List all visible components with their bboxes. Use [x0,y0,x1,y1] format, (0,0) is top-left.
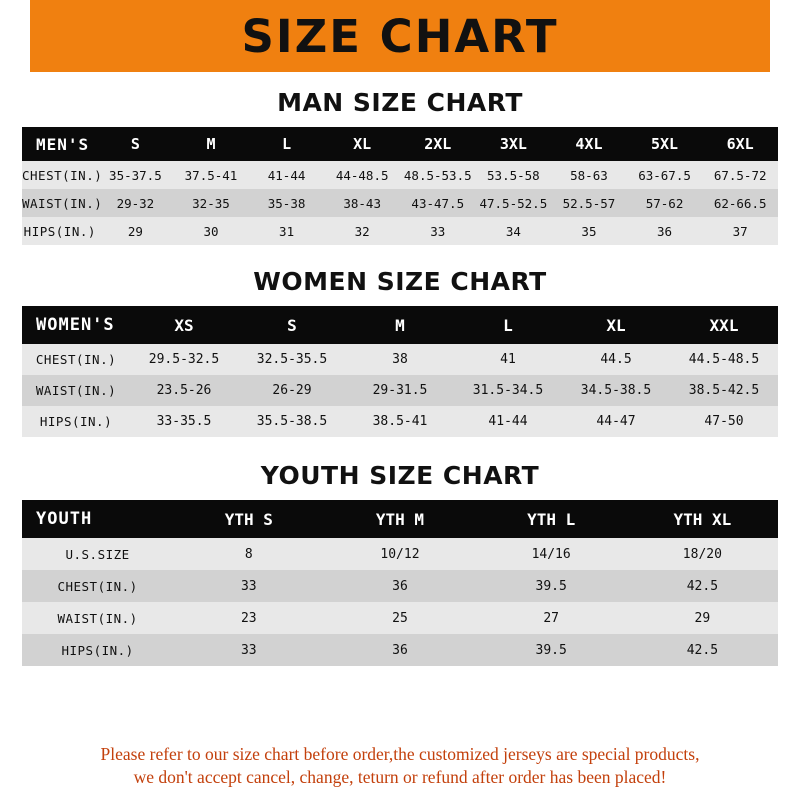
column-header: M [173,127,249,161]
table-header-row [22,500,778,538]
cell: 35-37.5 [109,167,162,183]
column-header: XS [130,306,238,344]
column-header: 4XL [551,127,627,161]
cell: 38.5-42.5 [688,383,760,398]
cell: 29 [127,223,143,239]
cell: 53.5-58 [487,167,540,183]
row-label: HIPS(IN.) [23,223,96,239]
column-header: 2XL [400,127,476,161]
cell: 33 [240,642,257,658]
cell: 29-32 [116,195,155,211]
cell: 44.5-48.5 [688,352,760,367]
cell: 27 [543,610,559,626]
table-row [22,602,778,634]
cell: 25 [392,610,408,626]
cell: 23 [240,610,257,626]
cell: 47.5-52.5 [479,195,548,211]
cell: 62-66.5 [713,195,767,211]
cell: 31.5-34.5 [472,383,544,398]
cell: 39.5 [535,578,567,594]
cell: 41 [500,352,516,367]
cell: 30 [203,223,219,239]
cell: 8 [244,546,253,562]
footer-note-line-1: Please refer to our size chart before order,the customized jerseys are special products, [100,743,700,764]
cell: 10/12 [380,546,420,562]
page-title: SIZE CHART [215,14,584,59]
cell: 57-62 [645,195,684,211]
table-youth-head [22,500,778,538]
cell: 32.5-35.5 [256,352,328,367]
table-man-body [22,161,778,245]
column-header: 6XL [702,127,778,161]
charts-container [0,72,800,729]
column-header: S [238,306,346,344]
cell: 44-48.5 [335,167,389,183]
page-banner [0,0,800,72]
cell: 29 [694,610,711,626]
cell: 44-47 [596,414,636,429]
table-women-body [22,344,778,437]
column-header: YTH L [476,500,627,538]
cell: 34 [505,223,521,239]
cell: 58-63 [570,167,608,183]
table-row [22,406,778,437]
table-youth [22,500,778,666]
cell: 26-29 [272,383,312,398]
section-man [22,88,778,245]
table-row [22,217,778,245]
table-header-row [22,306,778,344]
cell: 33-35.5 [156,414,212,429]
row-label: WAIST(IN.) [57,610,138,626]
footer-note [0,729,800,800]
column-header: XL [562,306,670,344]
table-corner-label: YOUTH [22,500,173,538]
cell: 43-47.5 [411,195,465,211]
section-title-youth: YOUTH SIZE CHART [260,461,540,490]
cell: 14/16 [531,546,571,562]
cell: 38-43 [343,195,381,211]
cell: 37.5-41 [184,167,238,183]
table-row [22,375,778,406]
cell: 32 [354,223,370,239]
cell: 42.5 [686,578,719,594]
table-corner-label: WOMEN'S [22,306,130,344]
column-header: 5XL [627,127,703,161]
cell: 52.5-57 [562,195,616,211]
table-row [22,344,778,375]
column-header: YTH S [173,500,324,538]
cell: 33 [430,223,446,239]
cell: 31 [279,223,295,239]
row-label: WAIST(IN.) [22,195,103,211]
cell: 39.5 [535,642,567,658]
cell: 23.5-26 [156,383,212,398]
section-women [22,267,778,437]
cell: 44.5 [600,352,632,367]
column-header: YTH XL [627,500,778,538]
cell: 41-44 [267,167,306,183]
table-corner-label: MEN'S [22,127,98,161]
table-row [22,161,778,189]
table-youth-body [22,538,778,666]
cell: 48.5-53.5 [403,167,472,183]
footer-note-line-2: we don't accept cancel, change, teturn or refund after order has been placed! [133,767,667,788]
cell: 63-67.5 [638,167,691,183]
cell: 67.5-72 [713,167,767,183]
banner-left-spacer [0,0,30,72]
row-label: HIPS(IN.) [39,414,113,429]
table-women-head [22,306,778,344]
table-row [22,570,778,602]
cell: 35-38 [267,195,306,211]
table-women [22,306,778,437]
banner-right-spacer [770,0,800,72]
row-label: CHEST(IN.) [35,352,117,367]
table-man-head [22,127,778,161]
column-header: L [249,127,325,161]
row-label: CHEST(IN.) [22,167,103,183]
table-header-row [22,127,778,161]
cell: 42.5 [686,642,719,658]
section-title-man: MAN SIZE CHART [277,88,523,117]
cell: 37 [732,223,748,239]
column-header: L [454,306,562,344]
column-header: 3XL [476,127,552,161]
row-label: U.S.SIZE [65,546,130,562]
cell: 18/20 [682,546,722,562]
cell: 33 [240,578,257,594]
cell: 36 [657,223,673,239]
column-header: M [346,306,454,344]
table-man [22,127,778,245]
row-label: WAIST(IN.) [35,383,117,398]
cell: 29-31.5 [372,383,428,398]
cell: 36 [392,642,408,658]
cell: 47-50 [704,414,744,429]
cell: 29.5-32.5 [148,352,220,367]
cell: 35.5-38.5 [256,414,328,429]
cell: 38 [392,352,408,367]
column-header: YTH M [324,500,475,538]
section-youth [22,461,778,666]
cell: 35 [581,223,597,239]
section-title-women: WOMEN SIZE CHART [253,267,547,296]
column-header: XXL [670,306,778,344]
cell: 41-44 [488,414,528,429]
row-label: HIPS(IN.) [61,642,134,658]
cell: 34.5-38.5 [580,383,652,398]
row-label: CHEST(IN.) [57,578,138,594]
column-header: XL [324,127,400,161]
cell: 32-35 [192,195,230,211]
table-row [22,634,778,666]
cell: 36 [392,578,408,594]
cell: 38.5-41 [372,414,428,429]
column-header: S [98,127,174,161]
table-row [22,189,778,217]
table-row [22,538,778,570]
